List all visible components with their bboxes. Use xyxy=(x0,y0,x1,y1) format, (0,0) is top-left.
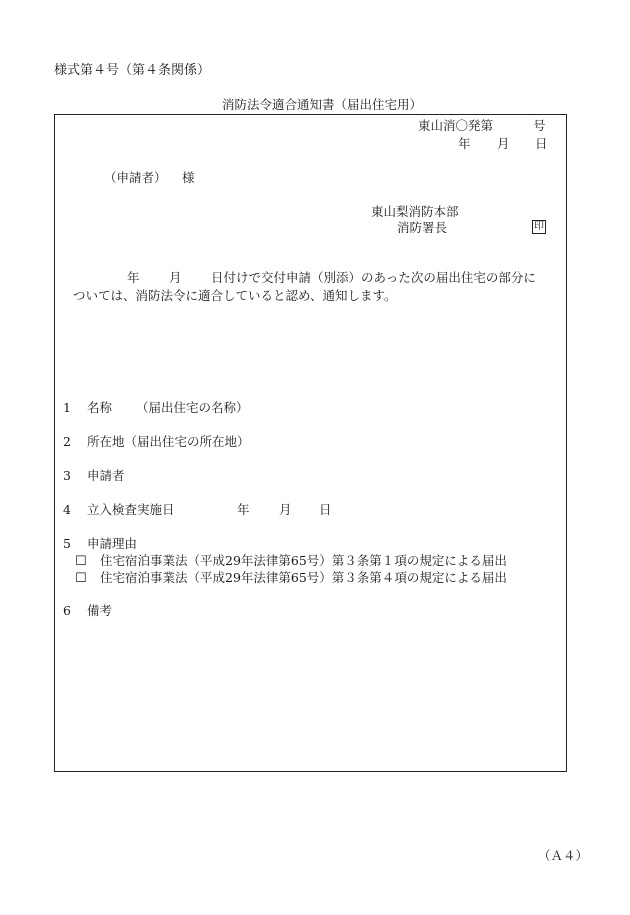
body-month: 月 xyxy=(169,270,182,285)
paper-size-label: （Ａ４） xyxy=(538,848,589,863)
item-6-label: 備考 xyxy=(87,603,113,618)
item-6-number: 6 xyxy=(63,603,71,618)
addressee-honorific: 様 xyxy=(182,170,195,185)
item-4-number: 4 xyxy=(63,502,71,517)
item-1-value: （届出住宅の名称） xyxy=(136,400,249,415)
date-month: 月 xyxy=(497,136,510,151)
addressee-label: （申請者） xyxy=(104,170,167,185)
item-1-number: 1 xyxy=(63,400,71,415)
reason-2-checkbox[interactable]: ☐ xyxy=(75,571,87,586)
notice-number-suffix: 号 xyxy=(533,118,546,133)
item-2-number: 2 xyxy=(63,434,71,449)
reason-1-text: 住宅宿泊事業法（平成29年法律第65号）第３条第１項の規定による届出 xyxy=(100,553,507,568)
item-5-label: 申請理由 xyxy=(87,536,138,551)
item-4-label: 立入検査実施日 xyxy=(87,502,175,517)
issuer-org: 東山梨消防本部 xyxy=(371,204,459,219)
reason-1-checkbox[interactable]: ☐ xyxy=(75,554,87,569)
item-1-label: 名称 xyxy=(87,400,113,415)
notice-number-prefix: 東山消〇発第 xyxy=(418,118,494,133)
item-4-month: 月 xyxy=(279,502,292,517)
body-text-line2: ついては、消防法令に適合していると認め、通知します。 xyxy=(73,288,397,303)
seal-box: 印 xyxy=(534,221,544,232)
date-day: 日 xyxy=(535,136,548,151)
item-3-number: 3 xyxy=(63,468,71,483)
date-year: 年 xyxy=(458,136,471,151)
form-number: 様式第４号（第４条関係） xyxy=(54,63,211,78)
item-5-number: 5 xyxy=(63,536,71,551)
item-3-label: 申請者 xyxy=(87,468,125,483)
body-year: 年 xyxy=(127,270,140,285)
document-title: 消防法令適合通知書（届出住宅用） xyxy=(222,97,423,112)
issuer-title: 消防署長 xyxy=(397,220,448,235)
item-2-label: 所在地（届出住宅の所在地） xyxy=(87,434,250,449)
item-4-day: 日 xyxy=(319,502,332,517)
item-4-year: 年 xyxy=(237,502,250,517)
body-text-line1: 日付けで交付申請（別添）のあった次の届出住宅の部分に xyxy=(211,270,536,285)
reason-2-text: 住宅宿泊事業法（平成29年法律第65号）第３条第４項の規定による届出 xyxy=(100,570,507,585)
